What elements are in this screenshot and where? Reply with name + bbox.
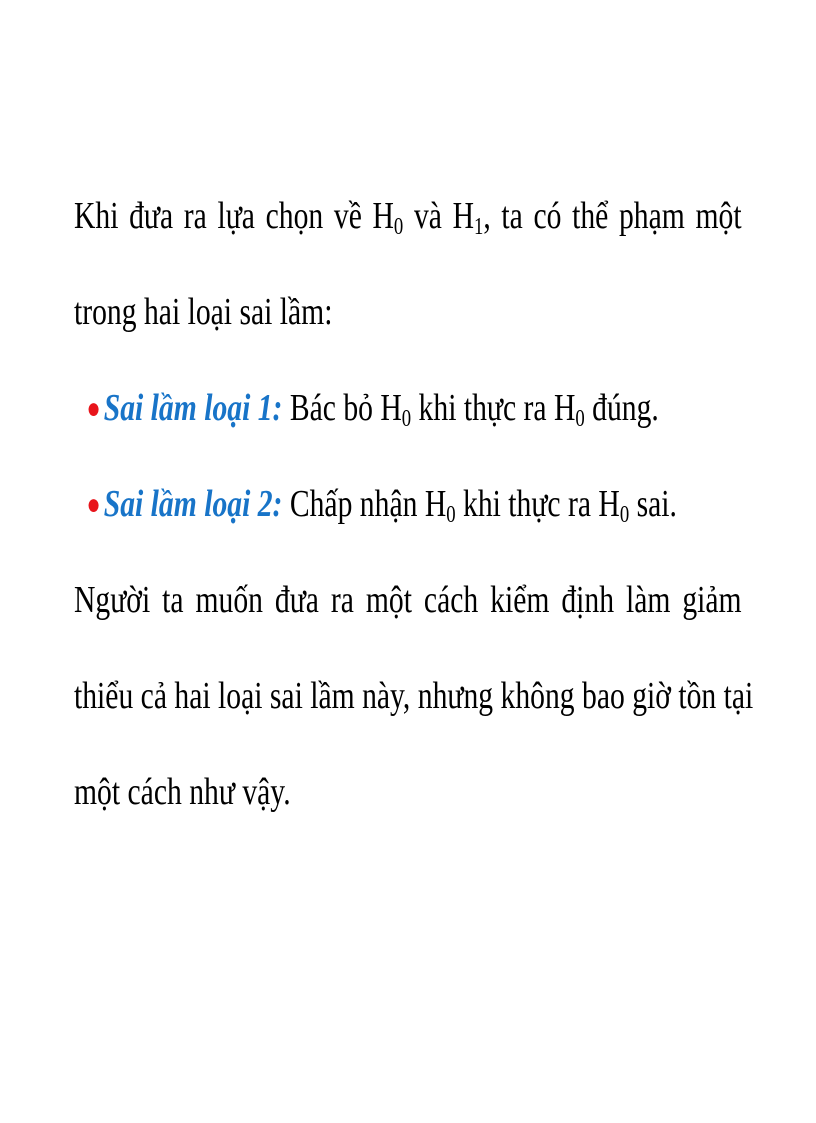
symbol-subscript: 0 bbox=[575, 406, 585, 432]
word: và bbox=[413, 195, 442, 237]
bullet-term: Sai lầm loại 1: bbox=[103, 387, 283, 429]
word: cách bbox=[423, 579, 479, 621]
word: Người bbox=[74, 579, 151, 621]
bullet-item-2 bbox=[74, 456, 677, 552]
bullet-dot-icon: ● bbox=[86, 488, 101, 521]
word: một bbox=[695, 195, 742, 237]
word: muốn bbox=[195, 579, 263, 621]
symbol-subscript: 0 bbox=[619, 502, 630, 528]
bullet-item-1 bbox=[74, 360, 659, 456]
word: thể bbox=[572, 195, 609, 237]
paragraph-2-line-3: một cách như vậy. bbox=[74, 771, 291, 813]
symbol-subscript: 0 bbox=[401, 406, 412, 432]
word: giảm bbox=[682, 579, 742, 621]
word: ra bbox=[183, 195, 207, 237]
paragraph-1-line-2: trong hai loại sai lầm: bbox=[74, 291, 333, 333]
word: đưa bbox=[274, 579, 319, 621]
word: ta bbox=[501, 195, 523, 237]
word: chọn bbox=[265, 195, 324, 237]
word: một bbox=[365, 579, 412, 621]
word: Khi bbox=[74, 195, 119, 237]
paragraph-1-line-1 bbox=[74, 168, 742, 264]
h1-symbol bbox=[453, 168, 491, 264]
punctuation: , bbox=[483, 195, 491, 237]
word: định bbox=[561, 579, 615, 621]
symbol-subscript: 1 bbox=[473, 214, 484, 240]
word: phạm bbox=[618, 195, 685, 237]
symbol-subscript: 0 bbox=[446, 502, 456, 528]
word: kiểm bbox=[490, 579, 550, 621]
word: đưa bbox=[129, 195, 174, 237]
paragraph-2-line-1 bbox=[74, 552, 742, 648]
bullet-text: Bác bỏ H bbox=[282, 387, 402, 429]
paragraph-2-line-2: thiểu cả hai loại sai lầm này, nhưng không bao giờ tồn tại bbox=[74, 675, 754, 717]
word: về bbox=[333, 195, 362, 237]
bullet-text: sai. bbox=[629, 483, 677, 525]
word: có bbox=[533, 195, 562, 237]
bullet-text: Chấp nhận H bbox=[282, 483, 447, 525]
bullet-term: Sai lầm loại 2: bbox=[103, 483, 283, 525]
word: lựa bbox=[217, 195, 255, 237]
word: ra bbox=[330, 579, 354, 621]
word: làm bbox=[625, 579, 671, 621]
text-body bbox=[74, 168, 754, 840]
bullet-text: đúng. bbox=[584, 387, 659, 429]
symbol-letter: H bbox=[372, 195, 394, 237]
bullet-text: khi thực ra H bbox=[455, 483, 620, 525]
word: ta bbox=[162, 579, 184, 621]
symbol-letter: H bbox=[452, 195, 474, 237]
h0-symbol bbox=[373, 168, 404, 264]
bullet-dot-icon: ● bbox=[86, 392, 101, 425]
symbol-subscript: 0 bbox=[393, 214, 404, 240]
bullet-text: khi thực ra H bbox=[411, 387, 576, 429]
